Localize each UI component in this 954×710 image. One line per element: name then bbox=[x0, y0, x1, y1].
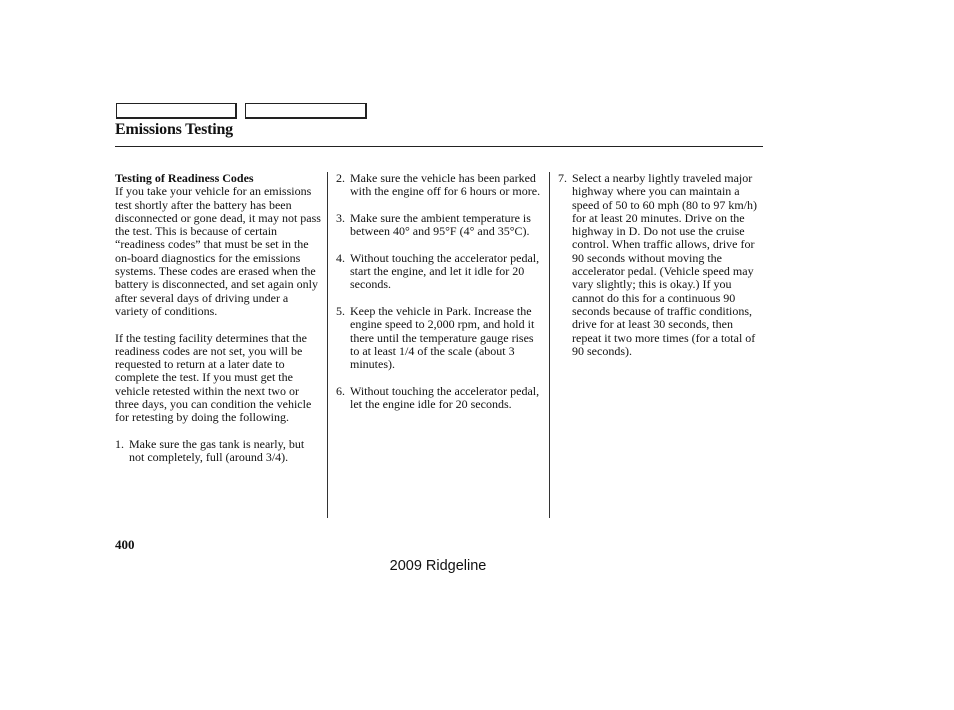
step-1 bbox=[115, 438, 321, 465]
column-left bbox=[115, 172, 321, 478]
next-section-button[interactable] bbox=[245, 103, 367, 119]
step-text: Select a nearby lightly traveled major highway where you can maintain a speed of 50 to 60 mph (80 to 97 km/h) for at least 20 minutes. Drive on the highway in D. Do not use the cruise control. When traffic allows, drive for 90 seconds without moving the accelerator pedal. (Vehicle speed may vary slightly; this is okay.) If you cannot do this for a continuous 90 seconds because of traffic conditions, drive for at least 30 seconds, then repeat it two more times (for a total of 90 seconds). bbox=[572, 171, 757, 358]
step-3 bbox=[336, 212, 542, 239]
step-text: Without touching the accelerator pedal, let the engine idle for 20 seconds. bbox=[350, 383, 540, 412]
step-number: 2. bbox=[336, 171, 345, 185]
section-title: Emissions Testing bbox=[115, 121, 233, 138]
previous-section-button[interactable] bbox=[116, 103, 237, 119]
step-2 bbox=[336, 172, 542, 199]
step-5 bbox=[336, 305, 542, 371]
step-text: Keep the vehicle in Park. Increase the engine speed to 2,000 rpm, and hold it there until the temperature gauge rises to at least 1/4 of the scale (about 3 minutes). bbox=[350, 303, 535, 372]
step-4 bbox=[336, 252, 542, 292]
step-number: 4. bbox=[336, 250, 345, 265]
step-6 bbox=[336, 385, 542, 412]
column-divider bbox=[327, 172, 328, 518]
step-text: Make sure the gas tank is nearly, but not completely, full (around 3/4). bbox=[129, 436, 305, 465]
column-divider bbox=[549, 172, 550, 518]
paragraph: If the testing facility determines that the readiness codes are not set, you will be requested to return at a later date to complete the test. If you must get the vehicle retested within the next two or three days, you can condition the vehicle for retesting by doing the following. bbox=[115, 330, 312, 425]
column-right bbox=[558, 172, 763, 371]
step-text: Make sure the ambient temperature is between 40° and 95°F (4° and 35°C). bbox=[350, 210, 531, 239]
step-number: 3. bbox=[336, 210, 345, 225]
step-number: 1. bbox=[115, 436, 124, 451]
book-title: 2009 Ridgeline bbox=[389, 558, 487, 574]
step-text: Make sure the vehicle has been parked with the engine off for 6 hours or more. bbox=[350, 171, 541, 199]
step-number: 5. bbox=[336, 303, 345, 318]
step-number: 7. bbox=[558, 171, 567, 185]
step-7 bbox=[558, 172, 763, 358]
paragraph: If you take your vehicle for an emissions test shortly after the battery has been disconnected or gone dead, it may not pass the test. This is because of certain “readiness codes” that must be set in the on-board diagnostics for the emissions systems. These codes are erased when the battery is disconnected, and set again only after several days of driving under a variety of conditions. bbox=[115, 184, 321, 318]
step-text: Without touching the accelerator pedal, start the engine, and let it idle for 20 seconds. bbox=[350, 250, 540, 292]
step-number: 6. bbox=[336, 383, 345, 398]
subheading: Testing of Readiness Codes bbox=[115, 171, 254, 185]
page-number: 400 bbox=[115, 537, 135, 552]
column-middle bbox=[336, 172, 542, 425]
title-divider bbox=[115, 146, 763, 147]
